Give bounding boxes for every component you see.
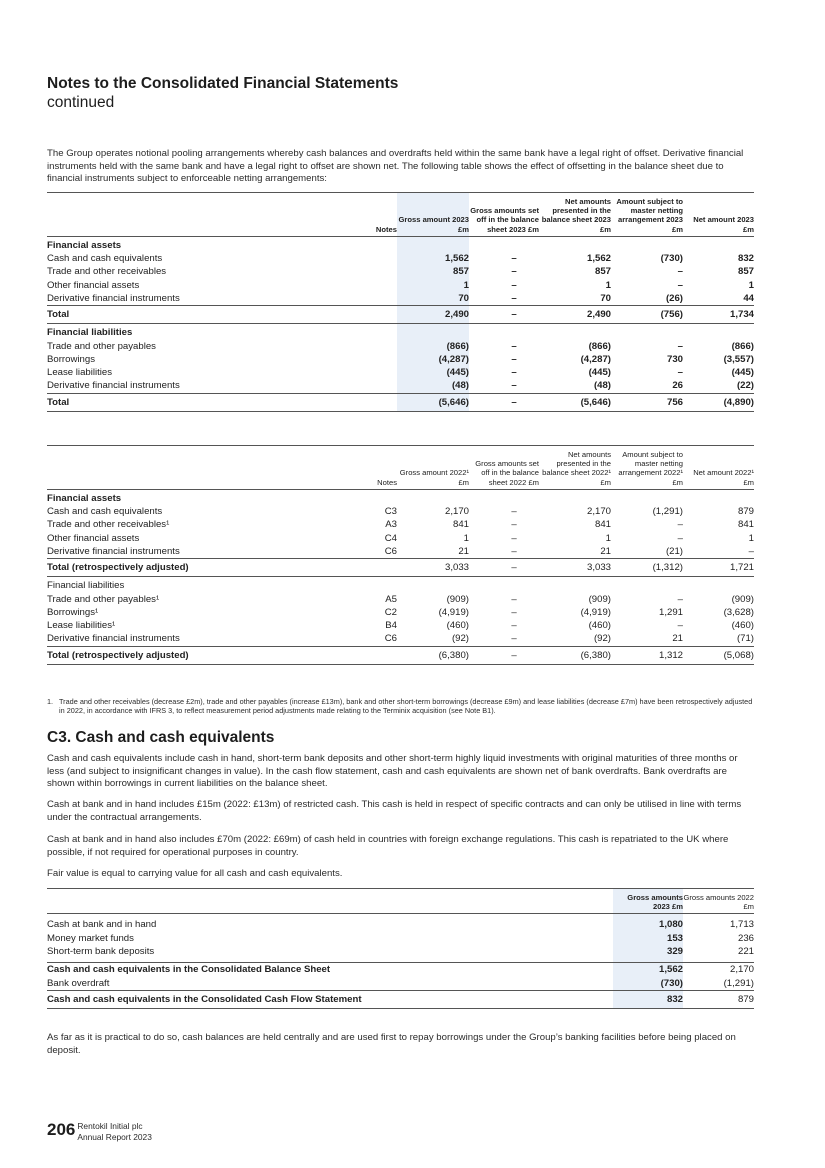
table-row [47,505,754,518]
table-cell: 3,033 [539,559,611,577]
header-set-off: Gross amounts set off in the balance sheet 2022 £m [469,446,539,490]
table-cell: – [511,620,517,632]
table-cell: – [677,593,683,605]
table-cell: Cash and cash equivalents in the Consolidated Cash Flow Statement [47,990,613,1008]
table-cell [683,577,754,593]
table-cell: 1,562 [586,253,611,265]
offsetting-table-2023 [47,192,754,412]
table-cell [297,265,397,278]
table-cell: 2,170 [586,506,611,518]
table-cell: 44 [743,293,754,304]
table-cell: (1,312) [611,559,683,577]
table-cell: 70 [397,292,469,306]
table-cell: Trade and other receivables [47,266,167,278]
table-row [47,379,754,393]
table-cell: 3,033 [397,559,469,577]
table-cell: – [511,353,517,365]
table-row [47,366,754,379]
table-cell: (3,628) [723,606,754,618]
section-heading-c3: C3. Cash and cash equivalents [47,729,275,746]
table-cell: 1,734 [683,306,754,324]
table-cell: Cash and cash equivalents [47,253,163,265]
overdraft-row [47,977,754,991]
table-cell [297,292,397,306]
table-cell: 1,721 [683,559,754,577]
table-cell: – [677,340,683,352]
header-notes: Notes [297,446,397,490]
table-cell [397,236,469,252]
header-net-amount: Net amount 2023 £m [683,193,754,237]
header-set-off: Gross amounts set off in the balance sheet 2023 £m [469,193,539,237]
c3-paragraph-2: Cash at bank and in hand includes £15m (2022: £13m) of restricted cash. This cash is held in respect of specific contracts and can only be utilised in line with terms under the contractual arrangements. [47,799,742,823]
table-row [47,252,754,265]
section-heading: Financial liabilities [47,327,133,339]
header-master-netting: Amount subject to master netting arrangement 2023 £m [611,193,683,237]
header-notes: Notes [297,193,397,237]
table-cell: A5 [385,593,397,605]
footnote-number: 1. [47,697,54,706]
table-cell: Derivative financial instruments [47,633,180,645]
table-cell: – [511,266,517,278]
table-cell: 857 [737,266,754,278]
c3-paragraph-1: Cash and cash equivalents include cash in hand, short-term bank deposits and other short-term highly liquid investments with original maturities of three months or less (and subject to insignificant changes in value). In the cash flow statement, cash and cash equivalents are shown net of bank overdrafts. Bank overdrafts are shown within borrowings in current liabilities on the balance sheet. [47,753,738,790]
table-cell [611,324,683,340]
table-cell: (6,380) [397,646,469,664]
table-cell: (909) [588,593,611,605]
table-cell: Lease liabilities [47,367,113,379]
table-cell: Derivative financial instruments [47,293,180,304]
table-cell: Bank overdraft [47,977,110,989]
c3-paragraph-4: Fair value is equal to carrying value for all cash and cash equivalents. [47,868,343,879]
footer-text [77,1121,152,1142]
offsetting-table-2022 [47,445,754,665]
table-cell: 857 [594,266,611,278]
table-cell: Short-term bank deposits [47,946,155,957]
table-cell: Total [47,393,297,411]
table-cell [397,489,469,505]
table-cell: Derivative financial instruments [47,380,180,392]
table-cell: (756) [611,306,683,324]
table-cell [47,446,297,490]
table-cell: Trade and other payables [47,340,156,352]
table-cell: Derivative financial instruments [47,546,180,557]
table-cell: (22) [736,380,754,392]
table-cell: – [511,279,517,291]
table-row [47,545,754,559]
table-cell [297,379,397,393]
footer-company: Rentokil Initial plc [77,1121,143,1131]
table-cell: C6 [384,633,397,645]
table-cell [469,577,539,593]
table-cell [297,489,397,505]
table-cell: (730) [660,253,683,265]
table-row [47,932,754,945]
table-cell [297,646,397,664]
table-cell: Total (retrospectively adjusted) [47,559,297,577]
table-cell [47,889,613,914]
table-cell [297,279,397,292]
footer-report: Annual Report 2023 [77,1131,152,1142]
table-row [47,632,754,646]
footnote [47,697,754,716]
c3-paragraph-3: Cash at bank and in hand also includes £70m (2022: £69m) of cash held in countries with foreign exchange regulations. This cash is repatriated to the UK where possible, if not required for operational purposes in country. [47,834,729,858]
header-gross-amount: Gross amount 2022¹ £m [397,446,469,490]
table-cell [611,236,683,252]
table-cell: 1 [748,532,754,544]
table-cell: 841 [594,519,611,531]
table-cell [297,393,397,411]
table-cell: 879 [737,506,754,518]
cash-equivalents-table [47,888,754,1009]
table-cell: B4 [385,620,397,632]
table-cell [539,577,611,593]
table-cell: 2,490 [539,306,611,324]
table-cell: 21 [600,546,611,557]
table-cell: 1 [748,279,754,291]
table-cell [611,577,683,593]
table-cell: (4,919) [438,606,469,618]
table-cell [539,324,611,340]
header-net-amount: Net amount 2022¹ £m [683,446,754,490]
table-cell: 21 [458,546,469,557]
table-cell: Total (retrospectively adjusted) [47,646,297,664]
table-cell [683,236,754,252]
table-cell: Borrowings [47,353,95,365]
table-cell: – [511,367,517,379]
table-row [47,340,754,353]
total-row [47,646,754,664]
table-cell [469,236,539,252]
table-cell: – [469,559,539,577]
table-cell: 1,312 [611,646,683,664]
table-cell: (866) [588,340,611,352]
table-cell: (4,890) [683,393,754,411]
table-cell: 730 [666,353,683,365]
table-cell [539,489,611,505]
table-cell: 841 [737,519,754,531]
cash-flow-total-row [47,990,754,1008]
table-cell: (48) [397,379,469,393]
table-cell [469,489,539,505]
table-cell: – [748,546,754,557]
table-cell: 1 [605,532,611,544]
table-cell: 1,713 [729,919,754,931]
table-cell: 1 [463,532,469,544]
balance-sheet-row [47,963,754,977]
table-cell [297,324,397,340]
table-cell: Total [47,306,297,324]
header-net-presented: Net amounts presented in the balance sheet 2023 £m [539,193,611,237]
table-cell: Borrowings¹ [47,606,99,618]
table-cell: (460) [588,620,611,632]
table-cell: Money market funds [47,932,134,944]
table-cell: (3,557) [723,353,754,365]
table-cell: (5,646) [539,393,611,411]
table-cell: (21) [665,546,683,557]
header-gross-2023: Gross amounts 2023 £m [613,889,683,914]
table-row [47,279,754,292]
table-cell: 1,291 [658,606,683,618]
table-cell: – [511,593,517,605]
table-cell: – [511,293,517,304]
table-cell: (26) [665,293,683,304]
table-cell: (5,646) [397,393,469,411]
table-cell: 857 [397,265,469,278]
table-cell: (909) [731,593,754,605]
table-cell: – [511,546,517,557]
intro-paragraph: The Group operates notional pooling arrangements whereby cash balances and overdrafts held within the same bank have a legal right of offset. Derivative financial instruments held with the same bank and have a legal right to offset are shown net. The following table shows the effect of offsetting in the balance sheet due to financial instruments subject to enforceable netting arrangements: [47,148,744,185]
table-cell: (866) [731,340,754,352]
header-master-netting: Amount subject to master netting arrangement 2022¹ £m [611,446,683,490]
table-cell: 879 [683,990,754,1008]
table-cell [297,366,397,379]
table-cell: – [677,532,683,544]
table-row [47,518,754,531]
table-cell: (909) [446,593,469,605]
table-cell: 26 [672,380,683,392]
table-cell: 1 [605,279,611,291]
header-net-presented: Net amounts presented in the balance sheet 2022¹ £m [539,446,611,490]
table-cell [297,252,397,265]
table-row [47,265,754,278]
total-row [47,393,754,411]
table-cell: Cash at bank and in hand [47,919,157,931]
footnote-text: Trade and other receivables (decrease £2m), trade and other payables (increase £13m), bank and other short-term borrowings (decrease £9m) and lease liabilities (decrease £7m) have been retrospectively adjusted in 2022, in accordance with IFRS 3, to reflect measurement period adjustments made relating to the Terminix acquisition (see Note B1). [59,697,753,716]
table-row [47,532,754,545]
page-footer [47,1120,152,1142]
table-cell: (4,287) [397,353,469,366]
table-cell: (1,291) [723,977,754,989]
table-cell: 70 [600,293,611,304]
table-cell: – [677,367,683,379]
table-cell: (445) [397,366,469,379]
page-title: Notes to the Consolidated Financial Statements [47,75,399,92]
table-cell: 153 [613,932,683,945]
table-cell [297,577,397,593]
table-cell [297,340,397,353]
table-cell [683,489,754,505]
table-cell: 221 [737,946,754,957]
section-heading: Financial assets [47,239,122,251]
table-row [47,606,754,619]
table-row [47,918,754,931]
table-cell: Trade and other receivables¹ [47,519,170,531]
table-cell: (4,919) [580,606,611,618]
table-cell: – [677,279,683,291]
table-cell: 841 [452,519,469,531]
table-cell: – [511,340,517,352]
table-cell: 21 [672,633,683,645]
table-cell: 1,562 [613,963,683,977]
table-row [47,945,754,958]
table-cell: Cash and cash equivalents [47,506,163,518]
table-cell: (4,287) [580,353,611,365]
table-cell: Other financial assets [47,279,140,291]
table-cell [683,324,754,340]
table-cell: A3 [385,519,397,531]
table-cell: – [511,519,517,531]
total-row [47,306,754,324]
table-cell: (48) [593,380,611,392]
table-row [47,353,754,366]
table-cell: 236 [737,932,754,944]
table-cell [47,193,297,237]
header-gross-2022: Gross amounts 2022 £m [683,889,754,914]
table-cell [469,324,539,340]
table-cell: 756 [611,393,683,411]
table-cell: (460) [446,620,469,632]
table-cell: (92) [593,633,611,645]
table-cell: – [677,266,683,278]
table-row [47,619,754,632]
page-number: 206 [47,1120,76,1139]
table-cell: – [469,306,539,324]
table-cell [397,324,469,340]
table-cell: (445) [731,367,754,379]
table-cell [297,236,397,252]
table-cell: (5,068) [683,646,754,664]
table-cell [539,236,611,252]
table-cell: (730) [613,977,683,991]
section-heading: Financial liabilities [47,580,125,592]
table-cell: – [511,380,517,392]
table-cell: Other financial assets [47,532,140,544]
table-cell: 329 [613,945,683,958]
total-row [47,559,754,577]
table-cell: – [511,532,517,544]
table-cell: (1,291) [652,506,683,518]
table-cell [397,577,469,593]
table-cell: – [511,506,517,518]
table-cell: – [511,633,517,645]
table-cell: – [677,620,683,632]
table-cell: – [469,646,539,664]
table-cell: 1,562 [397,252,469,265]
table-cell: C6 [384,546,397,557]
table-row [47,292,754,306]
table-cell [297,306,397,324]
table-cell: Lease liabilities¹ [47,620,116,632]
table-cell [297,353,397,366]
page-subtitle: continued [47,94,115,111]
table-cell: 832 [613,990,683,1008]
table-cell [297,559,397,577]
table-cell: – [469,393,539,411]
table-cell: C2 [384,606,397,618]
table-cell: Trade and other payables¹ [47,593,160,605]
table-cell [611,489,683,505]
table-row [47,593,754,606]
header-gross-amount: Gross amount 2023 £m [397,193,469,237]
section-heading: Financial assets [47,492,122,504]
table-cell: Cash and cash equivalents in the Consolidated Balance Sheet [47,964,331,976]
c3-paragraph-5: As far as it is practical to do so, cash balances are held centrally and are used first to repay borrowings under the Group’s banking facilities before being placed on deposit. [47,1032,736,1056]
table-cell: 2,490 [397,306,469,324]
table-cell: – [677,519,683,531]
table-cell: 832 [737,253,754,265]
table-cell: (460) [731,620,754,632]
table-cell: (6,380) [539,646,611,664]
table-cell: 2,170 [444,506,469,518]
table-cell: C3 [384,506,397,518]
table-cell: – [511,606,517,618]
table-cell: (445) [588,367,611,379]
table-cell: – [511,253,517,265]
table-cell: (71) [736,633,754,645]
table-cell: (92) [451,633,469,645]
table-cell: 1 [397,279,469,292]
table-cell: 1,080 [613,918,683,931]
table-cell: (866) [397,340,469,353]
table-cell: C4 [384,532,397,544]
table-cell: 2,170 [729,964,754,976]
